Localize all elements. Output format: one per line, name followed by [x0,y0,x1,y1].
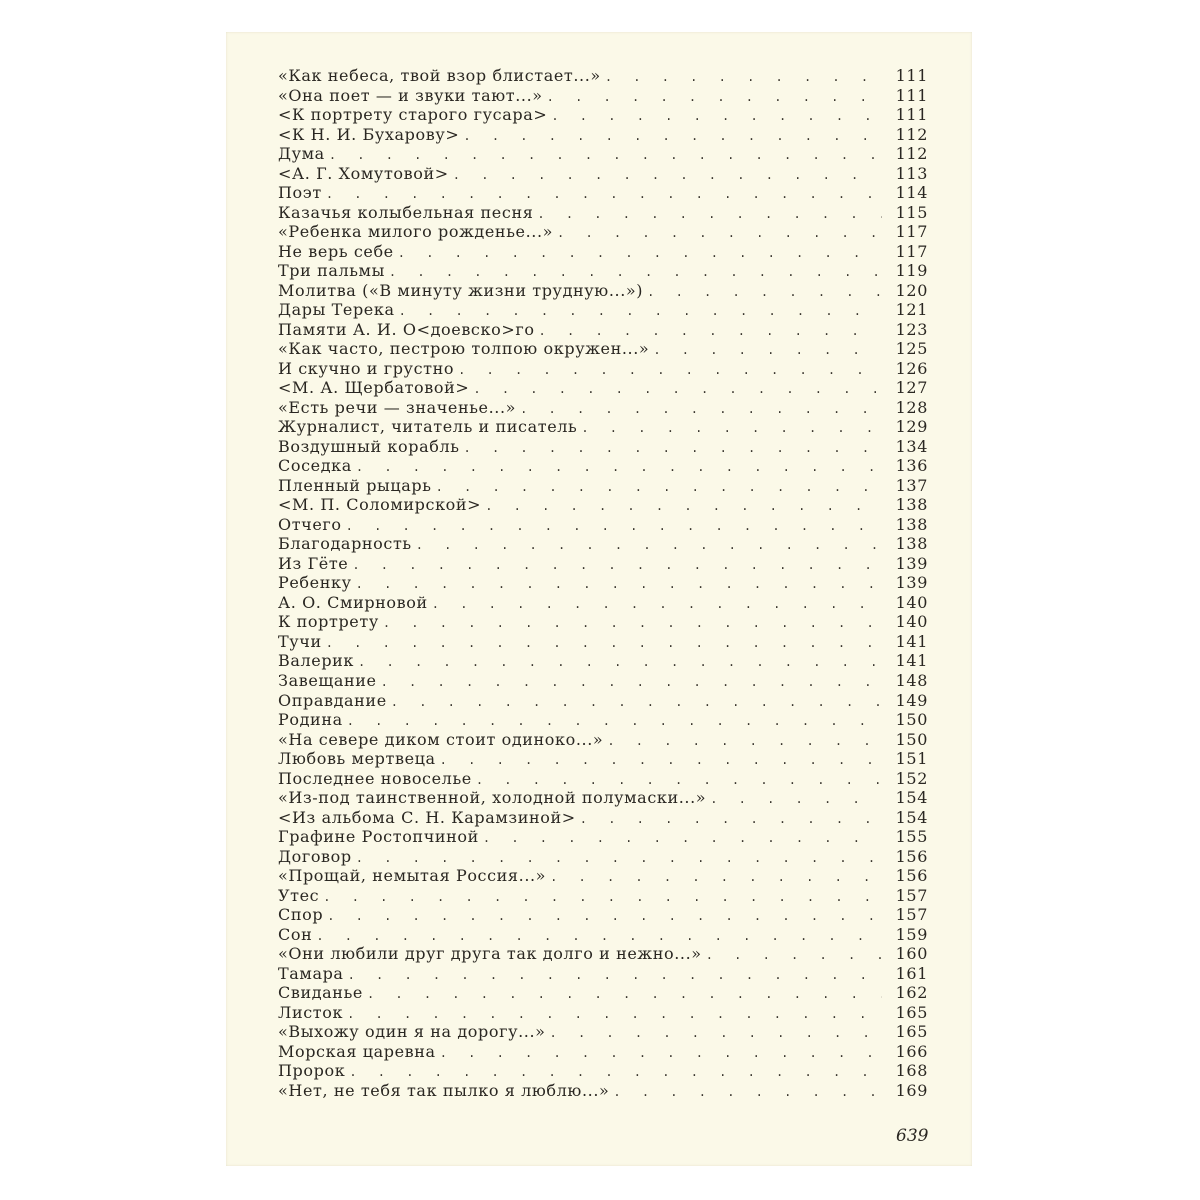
toc-entry-page: 161 [895,963,928,983]
toc-entry-page: 159 [895,924,928,944]
toc-entry-page: 139 [895,573,928,593]
toc-entry [278,105,928,125]
toc-entry [278,691,928,711]
toc-entry-page: 128 [895,397,928,417]
toc-entry [278,203,928,223]
toc-entry-page: 112 [895,144,928,164]
toc-entry-title: Не верь себе [278,241,394,261]
toc-entry-title: А. О. Смирновой [278,592,428,612]
toc-entry-title: Дары Терека [278,300,395,320]
toc-entry-title: Поэт [278,183,322,203]
toc-entry-title: <Из альбома С. Н. Карамзиной> [278,807,576,827]
toc-entry-page: 136 [895,456,928,476]
toc-entry-page: 115 [895,202,928,222]
toc-entry-page: 169 [895,1080,928,1100]
toc-entry-title: Молитва («В минуту жизни трудную...») [278,280,644,300]
toc-entry-page: 149 [895,690,928,710]
toc-entry [278,964,928,984]
toc-entry-page: 126 [895,358,928,378]
toc-entry [278,788,928,808]
toc-entry [278,66,928,86]
toc-entry-title: Валерик [278,651,355,671]
toc-entry-title: «Прощай, немытая Россия...» [278,866,547,886]
toc-entry [278,320,928,340]
toc-entry-title: Благодарность [278,534,412,554]
toc-entry [278,905,928,925]
table-of-contents [278,66,928,1100]
toc-entry-title: Договор [278,846,352,866]
toc-entry-page: 119 [895,261,928,281]
toc-entry-title: Родина [278,710,343,730]
toc-entry-title: Казачья колыбельная песня [278,202,534,222]
toc-entry-title: Ребенку [278,573,352,593]
toc-entry [278,1003,928,1023]
toc-entry [278,125,928,145]
toc-entry-page: 157 [895,905,928,925]
toc-entry-page: 165 [895,1002,928,1022]
toc-entry-page: 154 [895,807,928,827]
toc-entry-title: Три пальмы [278,261,385,281]
toc-entry [278,827,928,847]
toc-entry-page: 121 [895,300,928,320]
toc-entry [278,359,928,379]
toc-entry-page: 113 [895,163,928,183]
toc-entry-title: «Выхожу один я на дорогу...» [278,1022,546,1042]
toc-entry [278,183,928,203]
toc-entry-page: 165 [895,1022,928,1042]
toc-entry-title: Графине Ростопчиной [278,827,479,847]
toc-entry [278,983,928,1003]
toc-entry-page: 152 [895,768,928,788]
toc-entry [278,730,928,750]
toc-entry [278,222,928,242]
toc-entry-page: 123 [895,319,928,339]
toc-entry [278,944,928,964]
toc-entry [278,86,928,106]
toc-entry-title: Воздушный корабль [278,436,460,456]
toc-entry [278,1081,928,1101]
toc-entry-title: <К портрету старого гусара> [278,105,548,125]
toc-entry [278,651,928,671]
toc-entry-title: Дума [278,144,325,164]
toc-entry-title: Пророк [278,1061,346,1081]
toc-entry-title: Утес [278,885,320,905]
toc-entry-title: Свиданье [278,983,363,1003]
toc-entry-page: 150 [895,710,928,730]
toc-entry [278,476,928,496]
toc-entry-page: 150 [895,729,928,749]
toc-entry [278,261,928,281]
toc-entry [278,632,928,652]
toc-entry-page: 127 [895,378,928,398]
toc-entry-page: 154 [895,788,928,808]
toc-entry-page: 139 [895,553,928,573]
toc-entry [278,769,928,789]
toc-entry-page: 120 [895,280,928,300]
toc-entry-page: 137 [895,475,928,495]
toc-entry-page: 151 [895,749,928,769]
toc-entry [278,573,928,593]
toc-entry [278,593,928,613]
toc-entry-page: 138 [895,534,928,554]
toc-entry-page: 134 [895,436,928,456]
toc-entry-page: 129 [895,417,928,437]
toc-entry-page: 168 [895,1061,928,1081]
toc-entry-page: 117 [895,241,928,261]
toc-entry-page: 141 [895,651,928,671]
toc-entry-page: 111 [895,66,928,85]
toc-entry-page: 117 [895,222,928,242]
toc-entry-page: 166 [895,1041,928,1061]
toc-entry-title: Сон [278,924,313,944]
toc-entry-title: «Она поет — и звуки тают...» [278,85,543,105]
toc-entry [278,808,928,828]
toc-entry-title: «На севере диком стоит одиноко...» [278,729,604,749]
toc-entry-title: <А. Г. Хомутовой> [278,163,449,183]
toc-entry [278,281,928,301]
toc-entry-page: 112 [895,124,928,144]
toc-entry-page: 138 [895,495,928,515]
toc-entry-title: «Они любили друг друга так долго и нежно...» [278,944,702,964]
toc-entry-page: 156 [895,846,928,866]
toc-entry-title: Оправдание [278,690,387,710]
toc-entry [278,1022,928,1042]
toc-entry-title: Памяти А. И. О<доевско>го [278,319,535,339]
toc-entry-page: 155 [895,827,928,847]
toc-entry [278,671,928,691]
toc-entry-title: Тучи [278,631,322,651]
toc-entry-page: 114 [895,183,928,203]
toc-entry-title: «Как небеса, твой взор блистает...» [278,66,601,85]
page-number: 639 [896,1126,929,1146]
toc-entry-page: 162 [895,983,928,1003]
toc-entry-title: И скучно и грустно [278,358,455,378]
toc-entry-page: 156 [895,866,928,886]
toc-entry [278,534,928,554]
toc-entry-title: Листок [278,1002,344,1022]
toc-entry [278,866,928,886]
toc-entry-title: Завещание [278,670,377,690]
toc-entry-title: Морская царевна [278,1041,436,1061]
toc-entry [278,437,928,457]
toc-entry-title: Пленный рыцарь [278,475,432,495]
toc-entry-page: 157 [895,885,928,905]
toc-entry-title: «Есть речи — значенье...» [278,397,517,417]
toc-entry-title: <К Н. И. Бухарову> [278,124,460,144]
toc-entry [278,144,928,164]
toc-entry [278,710,928,730]
toc-entry [278,456,928,476]
toc-entry [278,847,928,867]
toc-entry-title: Соседка [278,456,352,476]
toc-entry-page: 140 [895,612,928,632]
toc-entry-title: «Ребенка милого рожденье...» [278,222,554,242]
toc-entry [278,886,928,906]
toc-entry-title: Спор [278,905,324,925]
toc-entry-title: «Как часто, пестрою толпою окружен...» [278,339,650,359]
toc-entry-title: «Из-под таинственной, холодной полумаски...» [278,788,707,808]
toc-entry-title: <М. А. Щербатовой> [278,378,470,398]
toc-entry-title: Любовь мертвеца [278,749,436,769]
toc-entry [278,1042,928,1062]
toc-entry [278,417,928,437]
toc-entry [278,398,928,418]
toc-entry-title: «Нет, не тебя так пылко я люблю...» [278,1080,610,1100]
toc-entry-page: 111 [895,85,928,105]
toc-entry-page: 138 [895,514,928,534]
toc-entry [278,242,928,262]
toc-entry-title: К портрету [278,612,379,632]
toc-entry [278,515,928,535]
toc-entry-title: Из Гёте [278,553,349,573]
toc-entry-page: 140 [895,592,928,612]
toc-entry-page: 148 [895,670,928,690]
toc-entry [278,554,928,574]
toc-entry [278,378,928,398]
toc-entry [278,300,928,320]
toc-entry [278,1061,928,1081]
toc-entry-title: Отчего [278,514,342,534]
toc-entry-page: 111 [895,105,928,125]
toc-entry [278,612,928,632]
toc-entry-title: Последнее новоселье [278,768,472,788]
toc-entry [278,925,928,945]
toc-entry [278,164,928,184]
toc-entry [278,495,928,515]
toc-entry [278,339,928,359]
toc-entry-page: 125 [895,339,928,359]
toc-entry-title: Журналист, читатель и писатель [278,417,578,437]
toc-entry-page: 160 [895,944,928,964]
toc-entry-page: 141 [895,631,928,651]
dot-leader [613,1083,882,1103]
toc-entry-title: <М. П. Соломирской> [278,495,482,515]
toc-entry [278,749,928,769]
toc-entry-title: Тамара [278,963,344,983]
